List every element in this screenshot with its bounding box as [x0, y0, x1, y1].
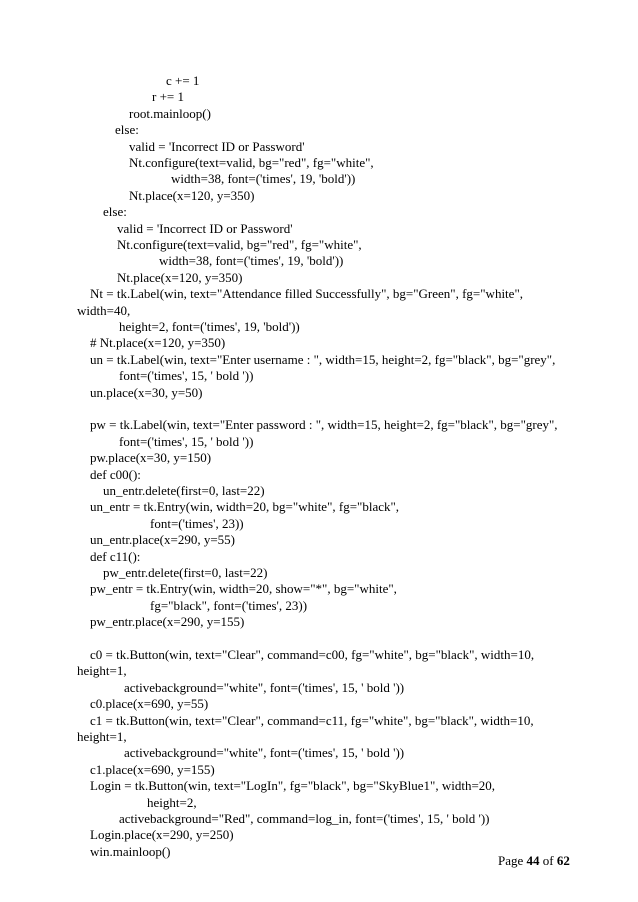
code-line: root.mainloop()	[129, 105, 211, 121]
code-line: else:	[103, 204, 127, 220]
code-line: un.place(x=30, y=50)	[90, 384, 203, 400]
code-line: c1.place(x=690, y=155)	[90, 761, 215, 777]
code-line: activebackground="white", font=('times', 15, ' bold '))	[124, 679, 405, 695]
code-line: fg="black", font=('times', 23))	[150, 597, 308, 613]
code-line: un_entr.place(x=290, y=55)	[90, 532, 235, 548]
code-line: pw_entr = tk.Entry(win, width=20, show="*", bg="white",	[90, 581, 397, 597]
code-line: Nt = tk.Label(win, text="Attendance filled Successfully", bg="Green", fg="white",	[90, 286, 523, 302]
code-line: Login = tk.Button(win, text="LogIn", fg="black", bg="SkyBlue1", width=20,	[90, 778, 496, 794]
code-line: def c11():	[90, 548, 141, 564]
code-line: Nt.configure(text=valid, bg="red", fg="white",	[117, 237, 362, 252]
code-line: height=2,	[147, 794, 197, 810]
code-line: activebackground="white", font=('times', 15, ' bold '))	[124, 745, 405, 761]
code-line: font=('times', 15, ' bold '))	[119, 433, 254, 449]
code-line: height=2, font=('times', 19, 'bold'))	[119, 319, 300, 334]
code-line: r += 1	[152, 89, 184, 105]
code-line: Nt.place(x=120, y=350)	[129, 187, 255, 203]
code-line: def c00():	[90, 466, 141, 482]
code-line: c0.place(x=690, y=55)	[90, 696, 209, 712]
code-line: un = tk.Label(win, text="Enter username : ", width=15, height=2, fg="black", bg="grey",	[90, 351, 556, 367]
code-line: un_entr.delete(first=0, last=22)	[103, 483, 265, 498]
code-line: height=1,	[77, 729, 127, 744]
code-line: Nt.configure(text=valid, bg="red", fg="white",	[129, 155, 374, 170]
code-line: un_entr = tk.Entry(win, width=20, bg="white", fg="black",	[90, 499, 400, 515]
code-line: else:	[115, 122, 139, 138]
code-line: c += 1	[166, 73, 200, 88]
code-line: width=40,	[77, 302, 131, 318]
code-line: width=38, font=('times', 19, 'bold'))	[171, 171, 356, 187]
code-line: activebackground="Red", command=log_in, font=('times', 15, ' bold '))	[119, 811, 490, 826]
code-line: valid = 'Incorrect ID or Password'	[117, 220, 293, 236]
code-line: valid = 'Incorrect ID or Password'	[129, 138, 305, 154]
code-line: # Nt.place(x=120, y=350)	[90, 335, 226, 351]
code-line: Login.place(x=290, y=250)	[90, 827, 234, 843]
code-line: c0 = tk.Button(win, text="Clear", command=c00, fg="white", bg="black", width=10,	[90, 647, 535, 662]
page-number: 44	[526, 853, 540, 868]
code-line: font=('times', 23))	[150, 515, 244, 531]
code-line: pw_entr.delete(first=0, last=22)	[103, 565, 268, 580]
page-footer	[498, 853, 570, 869]
code-line: font=('times', 15, ' bold '))	[119, 368, 254, 384]
of-word: of	[542, 853, 554, 868]
total-pages: 62	[556, 853, 570, 868]
code-line: width=38, font=('times', 19, 'bold'))	[159, 253, 344, 269]
code-line: Nt.place(x=120, y=350)	[117, 269, 243, 285]
code-line: c1 = tk.Button(win, text="Clear", command=c11, fg="white", bg="black", width=10,	[90, 712, 534, 728]
code-line: pw.place(x=30, y=150)	[90, 450, 212, 466]
code-line: height=1,	[77, 663, 127, 679]
code-line: pw = tk.Label(win, text="Enter password : ", width=15, height=2, fg="black", bg="grey",	[90, 417, 558, 433]
code-line: pw_entr.place(x=290, y=155)	[90, 614, 245, 630]
code-line: win.mainloop()	[90, 843, 171, 859]
page-word: Page	[498, 853, 524, 868]
